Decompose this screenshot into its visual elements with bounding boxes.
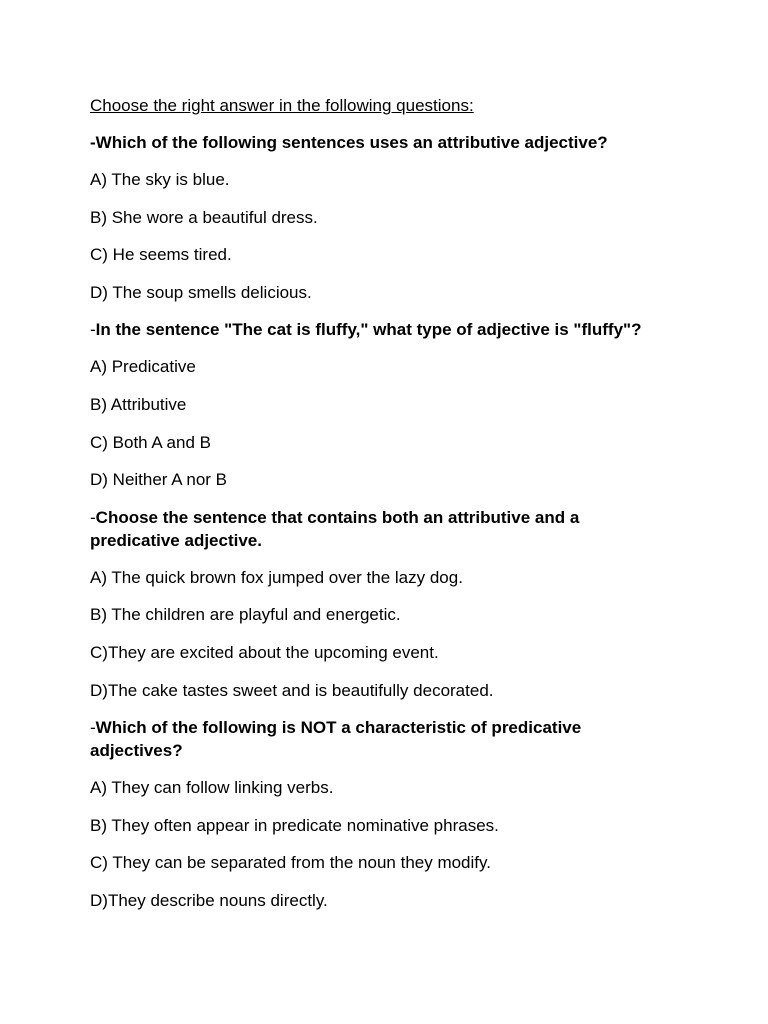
question-3 [90,506,610,552]
question-3-prefix: - [90,507,96,527]
question-3-text: Choose the sentence that contains both an attributive and a predicative adjective. [90,507,580,550]
question-1-option-d: D) The soup smells delicious. [90,282,312,302]
quiz-document [90,94,730,927]
question-1-option-a: A) The sky is blue. [90,170,230,189]
question-2-text: In the sentence "The cat is fluffy," what type of adjective is "fluffy"? [95,320,642,340]
question-1-option-b: B) She wore a beautiful dress. [90,207,318,227]
question-1-prefix: - [90,133,96,152]
question-4-option-a: A) They can follow linking verbs. [90,778,334,798]
question-1-option-c: C) He seems tired. [90,245,232,265]
question-1 [90,131,730,154]
question-3-option-b: B) The children are playful and energetic. [90,605,401,625]
question-4-option-c: C) They can be separated from the noun they modify. [90,853,491,873]
question-2-option-d: D) Neither A nor B [90,470,228,490]
instruction-heading: Choose the right answer in the following questions: [90,96,474,115]
question-2-option-c: C) Both A and B [90,432,211,452]
question-4-option-d: D)They describe nouns directly. [90,890,328,910]
question-2-option-a: A) Predicative [90,357,196,377]
question-4-option-b: B) They often appear in predicate nominative phrases. [90,815,499,835]
question-4 [90,716,610,762]
question-2 [90,318,730,341]
question-4-prefix: - [90,718,96,738]
question-2-prefix: - [90,320,96,340]
question-2-option-b: B) Attributive [90,394,187,414]
question-3-option-d: D)The cake tastes sweet and is beautifully decorated. [90,680,494,700]
question-4-text: Which of the following is NOT a characteristic of predicative adjectives? [90,718,582,761]
question-1-text: Which of the following sentences uses an attributive adjective? [95,133,608,152]
question-3-option-a: A) The quick brown fox jumped over the lazy dog. [90,567,463,587]
question-3-option-c: C)They are excited about the upcoming event. [90,642,439,662]
